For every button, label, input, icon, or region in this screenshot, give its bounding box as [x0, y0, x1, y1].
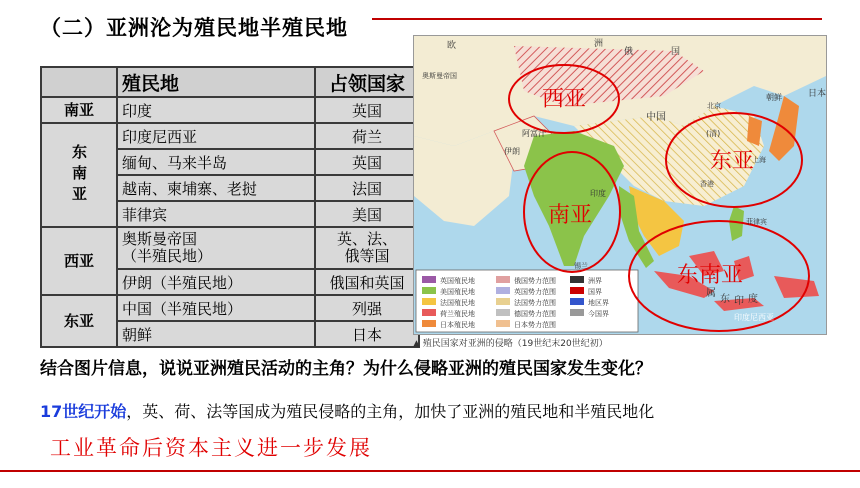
legend-label: 美国殖民地	[440, 288, 475, 296]
place-label: 东	[720, 294, 730, 305]
table-corner-cell	[41, 67, 117, 97]
occupier-name: 列强	[315, 295, 419, 321]
occupier-name: 日本	[315, 321, 419, 347]
place-label: 中国	[646, 112, 666, 123]
legend-swatch	[496, 276, 510, 283]
map-label-southeast-asia: 东南亚	[676, 263, 744, 288]
place-label: 度	[748, 294, 758, 305]
colony-name: 伊朗（半殖民地）	[117, 269, 315, 295]
colony-name: 越南、柬埔寨、老挝	[117, 175, 315, 201]
occupier-name: 英国	[315, 97, 419, 123]
legend-swatch	[422, 320, 436, 327]
legend-label: 洲界	[588, 277, 602, 285]
place-label: 伊朗	[504, 147, 520, 156]
occupier-name: 法国	[315, 175, 419, 201]
colony-name	[117, 227, 315, 269]
legend-swatch	[496, 309, 510, 316]
table-header-row	[41, 67, 419, 97]
map-label-west-asia: 西亚	[541, 87, 587, 112]
map-svg	[414, 36, 826, 334]
legend-label: 荷兰殖民地	[440, 310, 475, 318]
legend-swatch	[422, 309, 436, 316]
place-label: 香港	[700, 180, 714, 188]
place-label: 日本	[808, 89, 826, 99]
place-label: 朝鲜	[766, 93, 782, 102]
legend-label: 今国界	[588, 310, 609, 318]
legend-swatch	[422, 287, 436, 294]
table-row	[41, 123, 419, 149]
colony-name: 印度尼西亚	[117, 123, 315, 149]
bottom-divider	[0, 470, 860, 472]
colony-name: 菲律宾	[117, 201, 315, 227]
table-row	[41, 97, 419, 123]
region-southeast-asia-label: 东南亚	[70, 143, 88, 207]
legend-swatch	[570, 287, 584, 294]
place-label: 欧	[447, 41, 457, 51]
map-caption: ▲ 殖民国家对亚洲的侵略（19世纪末20世纪初）	[413, 339, 608, 349]
map-label-south-asia: 南亚	[547, 203, 593, 228]
map-label-east-asia: 东亚	[709, 149, 755, 174]
colony-table	[40, 66, 420, 348]
legend-swatch	[496, 298, 510, 305]
occupier-name: 俄国和英国	[315, 269, 419, 295]
colony-name: 朝鲜	[117, 321, 315, 347]
legend-label: 英国势力范围	[514, 288, 556, 296]
legend-label: 地区界	[588, 299, 609, 307]
occupier-line1: 英、法、	[336, 230, 397, 248]
region-west-asia: 西亚	[41, 227, 117, 295]
legend-swatch	[496, 287, 510, 294]
table-row	[41, 295, 419, 321]
legend-label: 俄国势力范围	[514, 277, 556, 285]
header-occupier: 占领国家	[315, 67, 419, 97]
colony-name: 印度	[117, 97, 315, 123]
place-label: 国	[671, 47, 681, 57]
legend-label: 德国势力范围	[514, 310, 556, 318]
place-label: 菲律宾	[746, 218, 767, 226]
place-label: 属	[706, 288, 716, 299]
occupier-name: 美国	[315, 201, 419, 227]
page-title: （二）亚洲沦为殖民地半殖民地	[40, 16, 348, 40]
region-east-asia: 东亚	[41, 295, 117, 347]
legend-swatch	[422, 276, 436, 283]
occupier-line2: 俄等国	[344, 247, 390, 265]
place-label: 印	[734, 296, 744, 307]
occupier-name: 英国	[315, 149, 419, 175]
colony-name: 缅甸、马来半岛	[117, 149, 315, 175]
region-southeast-asia	[41, 123, 117, 227]
legend-swatch	[422, 298, 436, 305]
map-new-guinea	[774, 276, 819, 298]
question-text: 结合图片信息，说说亚洲殖民活动的主角？为什么侵略亚洲的殖民国家发生变化？	[40, 359, 652, 379]
place-label: 洲	[594, 39, 604, 49]
occupier-name: 荷兰	[315, 123, 419, 149]
place-label: 上海	[752, 156, 766, 164]
legend-swatch	[570, 276, 584, 283]
answer-highlight: 17世纪开始	[40, 402, 127, 421]
place-label: (清)	[706, 129, 721, 138]
answer-line-1	[40, 399, 654, 422]
place-label: 印度	[590, 189, 606, 198]
title-divider	[372, 18, 822, 20]
region-south-asia: 南亚	[41, 97, 117, 123]
legend-label: 法国殖民地	[440, 299, 475, 307]
answer-rest: ，英、荷、法等国成为殖民侵略的主角，加快了亚洲的殖民地和半殖民地化	[126, 402, 655, 421]
place-label: 印度尼西亚	[734, 313, 774, 322]
legend-label: 英国殖民地	[440, 277, 475, 285]
colony-name: 中国（半殖民地）	[117, 295, 315, 321]
place-label: 锡兰	[574, 262, 588, 270]
legend-swatch	[496, 320, 510, 327]
table-row	[41, 227, 419, 269]
legend-swatch	[570, 298, 584, 305]
legend-swatch	[570, 309, 584, 316]
colony-name-line1: 奥斯曼帝国	[122, 230, 198, 248]
legend-label: 日本势力范围	[514, 321, 556, 329]
place-label: 俄	[624, 47, 634, 57]
occupier-name	[315, 227, 419, 269]
legend-label: 法国势力范围	[514, 299, 556, 307]
legend-label: 国界	[588, 288, 602, 296]
header-colony: 殖民地	[117, 67, 315, 97]
asia-colonial-map	[413, 35, 827, 335]
colony-name-line2: （半殖民地）	[122, 247, 213, 265]
place-label: 北京	[707, 102, 721, 110]
answer-line-2: 工业革命后资本主义进一步发展	[50, 436, 372, 460]
map-land-middle-east	[414, 131, 514, 226]
place-label: 奥斯曼帝国	[422, 72, 457, 80]
legend-label: 日本殖民地	[440, 321, 475, 329]
place-label: 阿富汗	[522, 129, 546, 138]
